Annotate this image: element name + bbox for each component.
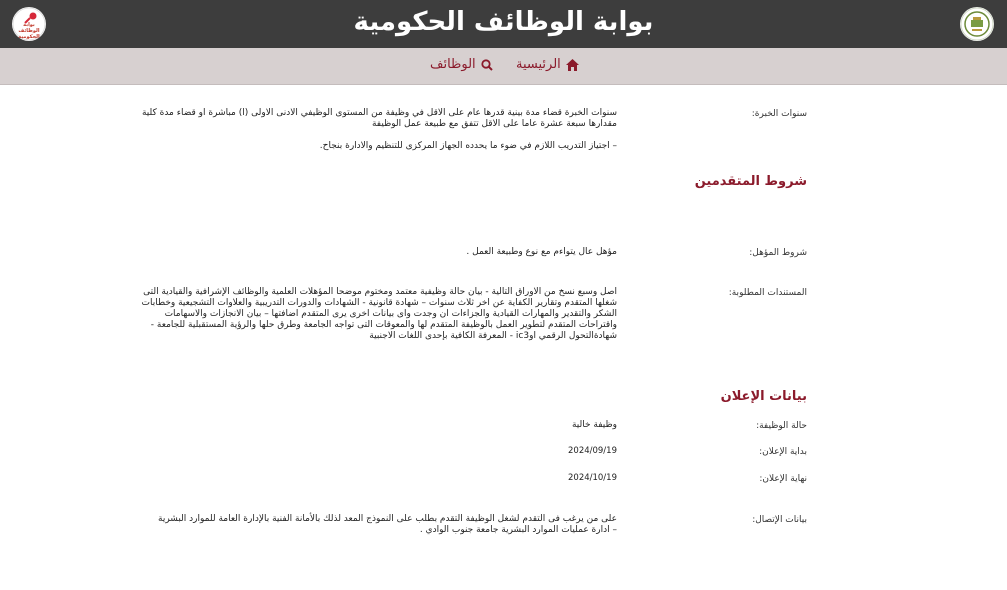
experience-value	[137, 108, 617, 152]
experience-line-1: سنوات الخبرة قضاء مدة بينية قدرها عام على الاقل في وظيفة من المستوى الوظيفي الادنى الاولى (ا) مباشرة او قضاء مدة كلية مقدارها سبعة عشرة عاما على الاقل تتفق مع طبيعة عمل الوظيفة	[141, 108, 617, 129]
end-date-value: 2024/10/19	[568, 473, 617, 483]
documents-label: المستندات المطلوبة:	[728, 288, 807, 298]
nav-jobs-label: الوظائف	[430, 57, 476, 72]
nav-jobs-link[interactable]	[430, 57, 493, 72]
documents-value: اصل وسبع نسخ من الاوراق التالية - بيان حالة وظيفية معتمد ومختوم موضحا المؤهلات العلمية والوظائف الإشرافية والقيادية التى شغلها المتقدم وتقارير الكفاية عن اخر ثلاث سنوات – شهادة قانونية - الشهادات والدورات التدريبية والعلاوات التشجيعية وخطابات الشكر والتقدير والمهارات القيادية والجزاءات ان وجدت واى بيانات اخرى يرى المتقدم اضافتها – بيان الانجازات والاسهامات واقتراحات المتقدم لتطوير العمل بالوظيفة المتقدم لها والمعوقات التى تواجه الجامعة وطرق حلها والرؤية المستقبلية للجامعة - شهادةالتحول الرقمي اوic3 - المعرفة الكافية بإحدى اللغات الاجنبية	[141, 287, 617, 341]
contact-line-1: على من يرغب فى التقدم لشغل الوظيفة التقدم بطلب على النموذج المعد لذلك بالأمانة الفنية بالإدارة العامة للموارد البشرية	[158, 514, 617, 524]
nav-home-link[interactable]	[516, 57, 579, 72]
start-date-value: 2024/09/19	[568, 446, 617, 456]
main-nav	[0, 48, 1007, 85]
nav-home-label: الرئيسية	[516, 57, 561, 72]
emblem-logo[interactable]	[960, 7, 994, 41]
home-icon	[566, 59, 579, 71]
announcement-title: بيانات الإعلان	[720, 389, 807, 404]
contact-line-2: – ادارة عمليات الموارد البشرية جامعة جنوب الوادي .	[419, 525, 617, 535]
qualification-label: شروط المؤهل:	[749, 248, 807, 258]
experience-line-2: – اجتياز التدريب اللازم في ضوء ما يحدده الجهاز المركزى للتنظيم والادارة بنجاح.	[319, 141, 617, 151]
logo-text: بوابة الوظائف الحكومية	[18, 22, 40, 40]
qualification-value: مؤهل عال يتواءم مع نوع وطبيعة العمل .	[466, 247, 617, 257]
start-date-label: بداية الإعلان:	[759, 447, 807, 457]
job-status-label: حالة الوظيفة:	[756, 421, 807, 431]
applicant-conditions-title: شروط المتقدمين	[694, 174, 807, 189]
experience-label: سنوات الخبرة:	[751, 109, 807, 119]
contact-label: بيانات الإتصال:	[752, 515, 807, 525]
end-date-label: نهاية الإعلان:	[759, 474, 807, 484]
search-icon	[481, 59, 493, 71]
site-title: بوابة الوظائف الحكومية	[353, 7, 654, 37]
job-status-value: وظيفة خالية	[571, 420, 617, 430]
top-header	[0, 0, 1007, 48]
contact-value	[137, 514, 617, 536]
emblem-icon	[960, 7, 994, 41]
